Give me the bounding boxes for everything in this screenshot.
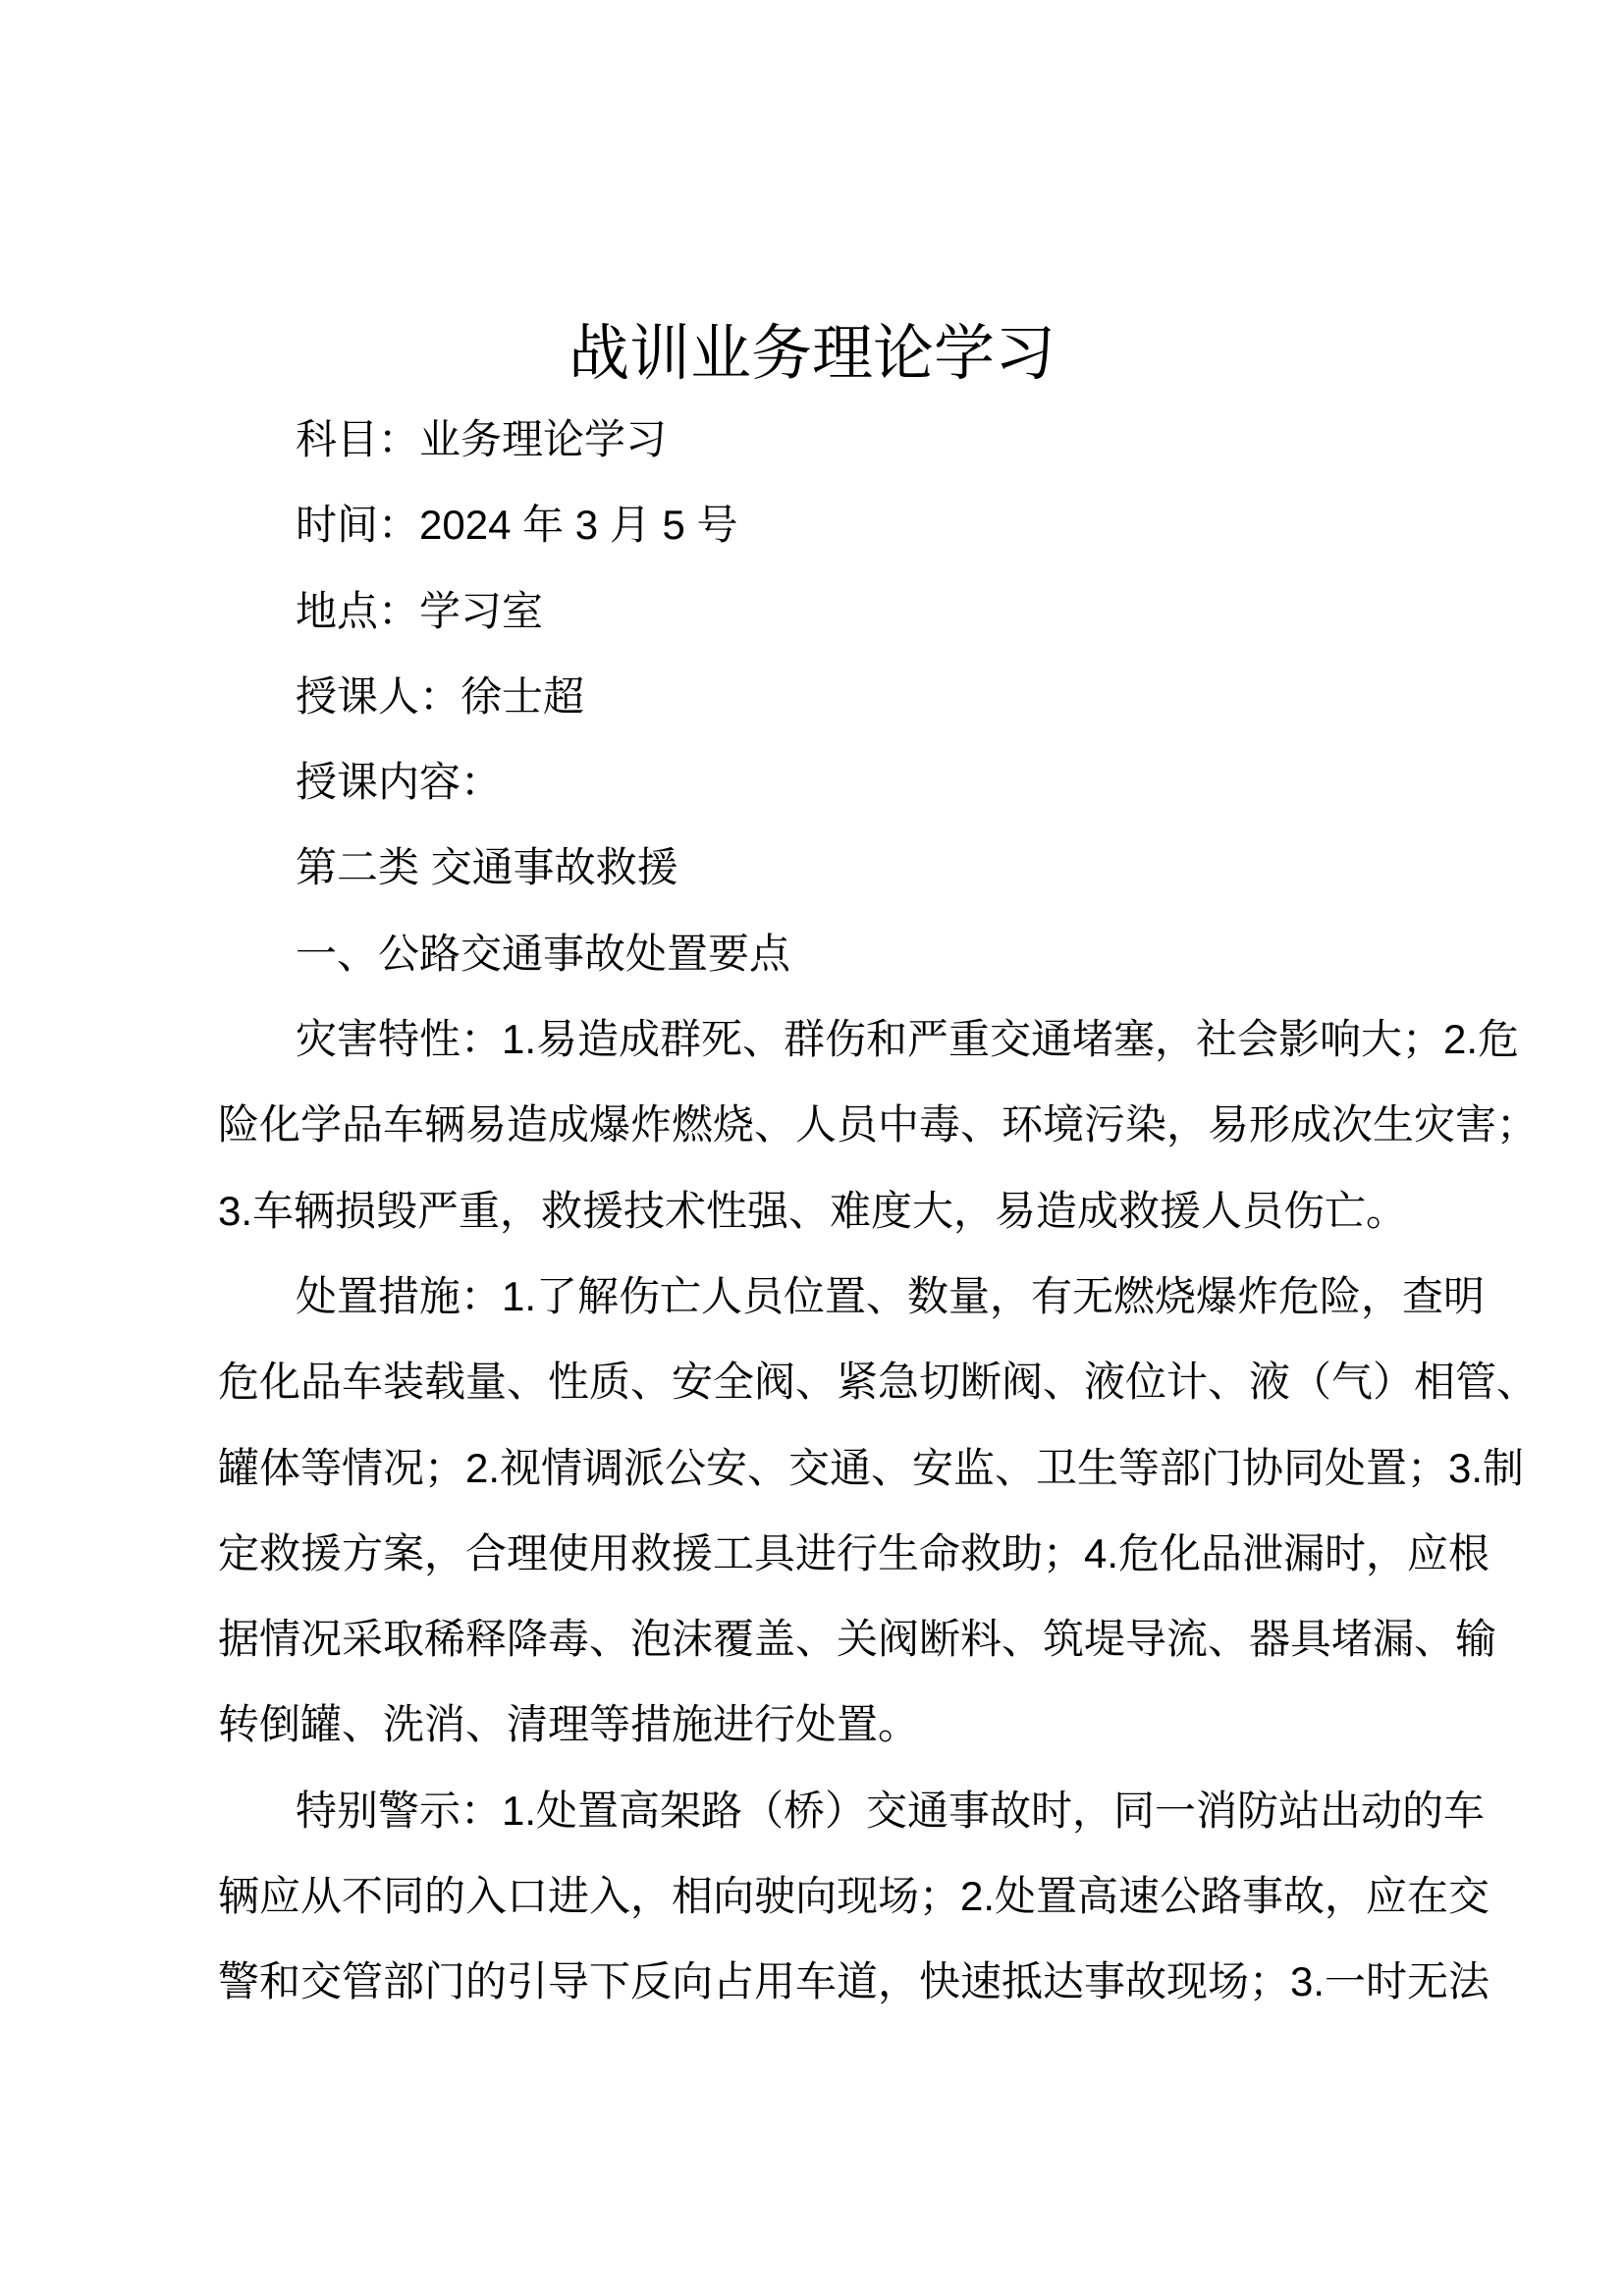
paragraph-line: 危化品车装载量、性质、安全阀、紧急切断阀、液位计、液（气）相管、 <box>218 1359 1539 1406</box>
paragraph-line: 险化学品车辆易造成爆炸燃烧、人员中毒、环境污染，易形成次生灾害； <box>218 1101 1539 1148</box>
paragraph-response-measures <box>218 1254 1539 1768</box>
subsection-heading: 一、公路交通事故处置要点 <box>296 930 791 977</box>
paragraph-line: 警和交管部门的引导下反向占用车道，快速抵达事故现场；3.一时无法 <box>218 1958 1490 2005</box>
field-location: 地点：学习室 <box>296 587 544 634</box>
document-body <box>218 397 1539 2025</box>
paragraph-line: 3.车辆损毁严重，救援技术性强、难度大，易造成救援人员伤亡。 <box>218 1187 1408 1234</box>
field-subject: 科目：业务理论学习 <box>296 416 668 462</box>
paragraph-line: 特别警示：1.处置高架路（桥）交通事故时，同一消防站出动的车 <box>296 1787 1486 1834</box>
paragraph-line: 定救援方案，合理使用救援工具进行生命救助；4.危化品泄漏时，应根 <box>218 1529 1490 1576</box>
paragraph-hazard-characteristics <box>218 996 1539 1254</box>
field-time: 时间：2024 年 3 月 5 号 <box>296 502 738 549</box>
section-heading: 第二类 交通事故救援 <box>296 844 678 891</box>
field-instructor: 授课人：徐士超 <box>296 672 585 720</box>
paragraph-line: 罐体等情况；2.视情调派公安、交通、安监、卫生等部门协同处置；3.制 <box>218 1444 1525 1491</box>
paragraph-line: 据情况采取稀释降毒、泡沫覆盖、关阀断料、筑堤导流、器具堵漏、输 <box>218 1616 1497 1663</box>
field-content-label: 授课内容： <box>296 759 503 806</box>
paragraph-special-warnings <box>218 1768 1490 2025</box>
paragraph-line: 转倒罐、洗消、清理等措施进行处置。 <box>218 1701 920 1748</box>
paragraph-line: 辆应从不同的入口进入，相向驶向现场；2.处置高速公路事故，应在交 <box>218 1873 1490 1920</box>
paragraph-line: 处置措施：1.了解伤亡人员位置、数量，有无燃烧爆炸危险，查明 <box>296 1272 1486 1319</box>
document-title: 战训业务理论学习 <box>568 320 1056 388</box>
paragraph-line: 灾害特性：1.易造成群死、群伤和严重交通堵塞，社会影响大；2.危 <box>296 1016 1520 1063</box>
